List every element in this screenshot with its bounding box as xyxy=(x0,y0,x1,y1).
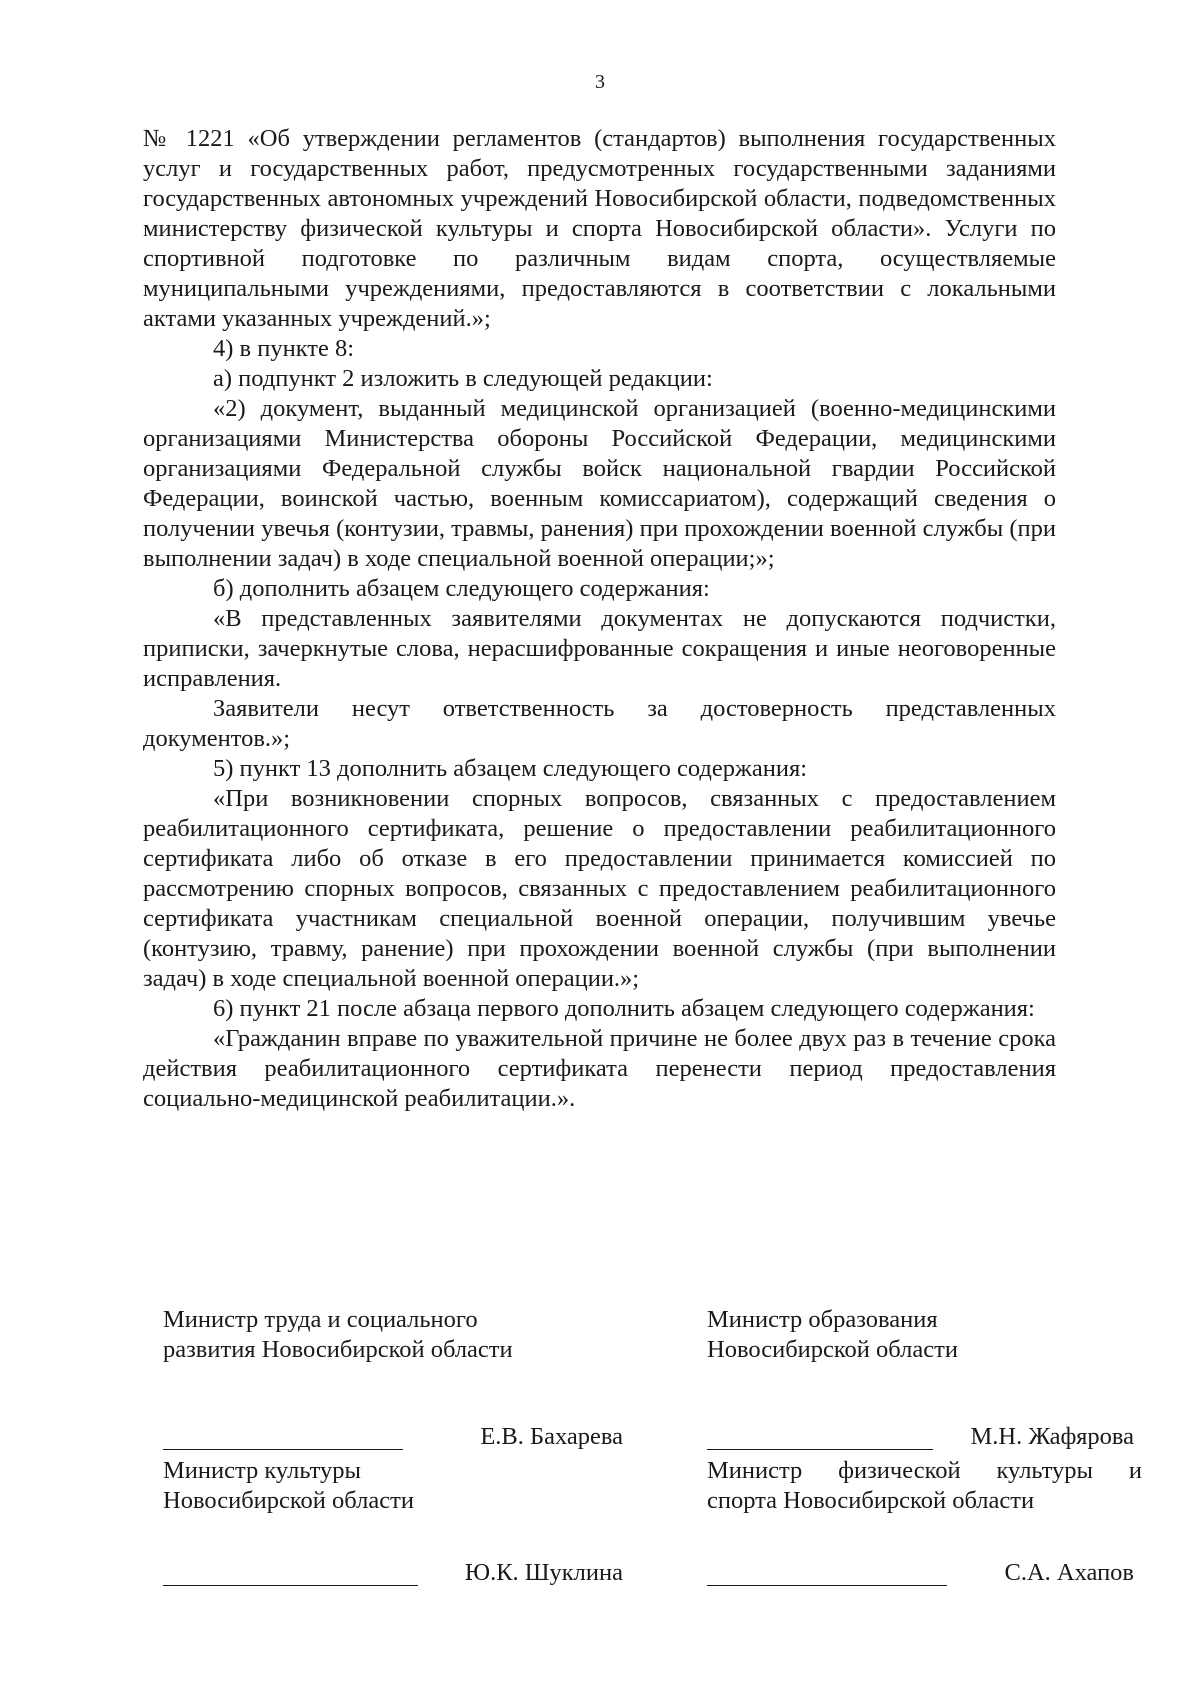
signature-underline xyxy=(707,1449,933,1450)
signatory-name: Ю.К. Шуклина xyxy=(464,1559,623,1586)
signature-line-education-minister xyxy=(707,1422,1134,1452)
signature-block-education-minister xyxy=(707,1305,1137,1365)
signatory-name: С.А. Ахапов xyxy=(1004,1559,1134,1586)
paragraph-quote-disputes: «При возникновении спорных вопросов, связанных с предоставлением реабилитационного сертификата, решение о предоставлении реабилитационного сертификата либо об отказе в его предоставлении принимается комиссией по рассмотрению спорных вопросов, связанных с предоставлением реабилитационного сертификата участникам специальной военной операции, получившим увечье (контузию, травму, ранение) при прохождении военной службы (при выполнении задач) в ходе специальной военной операции.»; xyxy=(143,785,1056,992)
signature-title: Министр физической культуры и спорта Новосибирской области xyxy=(707,1457,1142,1514)
signatory-name: Е.В. Бахарева xyxy=(480,1423,623,1450)
paragraph-item-4b: б) дополнить абзацем следующего содержания: xyxy=(213,575,710,602)
paragraph-continuation: № 1221 «Об утверждении регламентов (стандартов) выполнения государственных услуг и государственных работ, предусмотренных государственными заданиями государственных автономных учреждений Новосибирской области, подведомственных министерству физической культуры и спорта Новосибирской области». Услуги по спортивной подготовке по различным видам спорта, осуществляемые муниципальными учреждениями, предоставляются в соответствии с локальными актами указанных учреждений.»; xyxy=(143,125,1056,332)
signature-title: Министр труда и социального развития Новосибирской области xyxy=(163,1306,513,1363)
signatory-name: М.Н. Жафярова xyxy=(970,1423,1134,1450)
signature-line-sport-minister xyxy=(707,1558,1134,1588)
signature-underline xyxy=(163,1449,403,1450)
page-number: 3 xyxy=(595,71,605,93)
paragraph-responsibility: Заявители несут ответственность за достоверность представленных документов.»; xyxy=(143,695,1056,752)
paragraph-quote-postpone: «Гражданин вправе по уважительной причине не более двух раз в течение срока действия реабилитационного сертификата перенести период предоставления социально-медицинской реабилитации.». xyxy=(143,1025,1056,1112)
signature-underline xyxy=(707,1585,947,1586)
signature-block-culture-minister xyxy=(163,1456,583,1516)
paragraph-quote-document: «2) документ, выданный медицинской организацией (военно-медицинскими организациями Министерства обороны Российской Федерации, медицинскими организациями Федеральной службы войск национальной гвардии Российской Федерации, воинской частью, военным комиссариатом), содержащий сведения о получении увечья (контузии, травмы, ранения) при прохождении военной службы (при выполнении задач) в ходе специальной военной операции;»; xyxy=(143,395,1056,572)
paragraph-item-5: 5) пункт 13 дополнить абзацем следующего содержания: xyxy=(213,755,808,782)
signature-block-sport-minister xyxy=(707,1456,1142,1516)
paragraph-item-4: 4) в пункте 8: xyxy=(213,335,355,362)
document-body xyxy=(143,124,1056,1114)
signature-line-labor-minister xyxy=(163,1422,623,1452)
signature-underline xyxy=(163,1585,418,1586)
paragraph-item-4a: а) подпункт 2 изложить в следующей редакции: xyxy=(213,365,713,392)
paragraph-quote-corrections: «В представленных заявителями документах не допускаются подчистки, приписки, зачеркнутые слова, нерасшифрованные сокращения и иные неоговоренные исправления. xyxy=(143,605,1056,692)
paragraph-item-6: 6) пункт 21 после абзаца первого дополнить абзацем следующего содержания: xyxy=(213,995,1035,1022)
signature-title: Министр образования Новосибирской области xyxy=(707,1306,958,1363)
signature-line-culture-minister xyxy=(163,1558,623,1588)
signature-block-labor-minister xyxy=(163,1305,583,1365)
signature-title: Министр культуры Новосибирской области xyxy=(163,1457,414,1514)
